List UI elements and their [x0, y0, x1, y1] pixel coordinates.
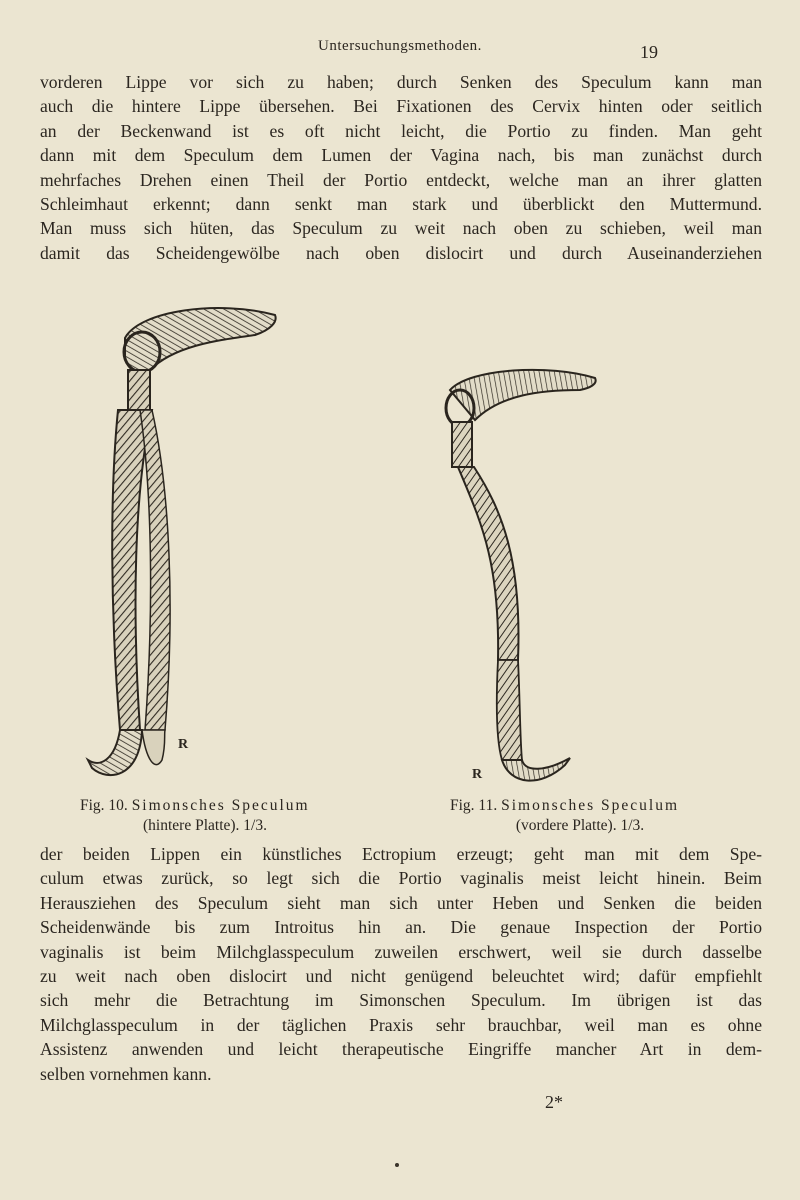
figure-number: Fig. 10.: [80, 797, 128, 814]
text-line: Man muss sich hüten, das Speculum zu weit nach oben zu schieben, weil man: [40, 218, 762, 239]
text-line: an der Beckenwand ist es oft nicht leicht, die Portio zu finden. Man geht: [40, 120, 762, 141]
figure-title: Simonsches Speculum: [131, 797, 310, 814]
engraver-mark: R: [472, 767, 483, 782]
figure-scale: 1/3.: [620, 817, 645, 834]
text-line: vaginalis ist beim Milchglasspeculum zuweilen erschwert, weil sie durch dasselbe: [40, 941, 762, 962]
text-line: Herausziehen des Speculum sieht man sich unter Heben und Senken die beiden: [40, 892, 762, 913]
figure-scale: 1/3.: [243, 817, 267, 834]
text-line: Assistenz anwenden und leicht therapeutische Eingriffe mancher Art in dem-: [40, 1039, 762, 1060]
page-number: 19: [640, 42, 658, 62]
speculum-illustration-fig10: [80, 290, 310, 790]
text-line: Scheidenwände bis zum Introitus hin an. Die genaue Inspection der Portio: [40, 917, 762, 938]
figure-subtitle: (vordere Platte).: [515, 817, 617, 834]
text-line: selben vornehmen kann.: [40, 1063, 212, 1084]
speculum-illustration-fig11: [430, 360, 630, 790]
text-line: dann mit dem Speculum dem Lumen der Vagina nach, bis man zunächst durch: [40, 145, 762, 166]
text-line: mehrfaches Drehen einen Theil der Portio entdeckt, welche man an ihrer glatten: [40, 169, 762, 190]
text-line: vorderen Lippe vor sich zu haben; durch Senken des Speculum kann man: [40, 72, 762, 92]
figure-number: Fig. 11.: [450, 797, 498, 814]
running-header: Untersuchungsmethoden.: [318, 38, 482, 54]
figure-caption-10: [70, 796, 340, 836]
text-line: zu weit nach oben dislocirt und nicht genügend beleuchtet wird; dafür empfiehlt: [40, 966, 762, 987]
text-line: Schleimhaut erkennt; dann senkt man stark und überblickt den Muttermund.: [40, 194, 762, 215]
text-line: auch die hintere Lippe übersehen. Bei Fixationen des Cervix hinten oder seitlich: [40, 96, 762, 117]
figure-caption-11: [440, 796, 720, 836]
text-line: der beiden Lippen ein künstliches Ectropium erzeugt; geht man mit dem Spe-: [40, 844, 762, 864]
text-line: Milchglasspeculum in der täglichen Praxis sehr brauchbar, weil man es ohne: [40, 1014, 762, 1035]
print-speck: [395, 1163, 399, 1167]
figure-title: Simonsches Speculum: [501, 797, 680, 814]
printer-signature: 2*: [545, 1092, 563, 1112]
text-line: sich mehr die Betrachtung im Simonschen Speculum. Im übrigen ist das: [40, 990, 762, 1011]
paragraph-top: [40, 70, 762, 265]
text-line: culum etwas zurück, so legt sich die Portio vaginalis meist leicht hinein. Beim: [40, 868, 762, 889]
engraver-mark: R: [178, 737, 189, 752]
text-line: damit das Scheidengewölbe nach oben dislocirt und durch Auseinanderziehen: [40, 242, 762, 263]
paragraph-bottom: [40, 842, 762, 1086]
figure-subtitle: (hintere Platte).: [143, 817, 240, 834]
